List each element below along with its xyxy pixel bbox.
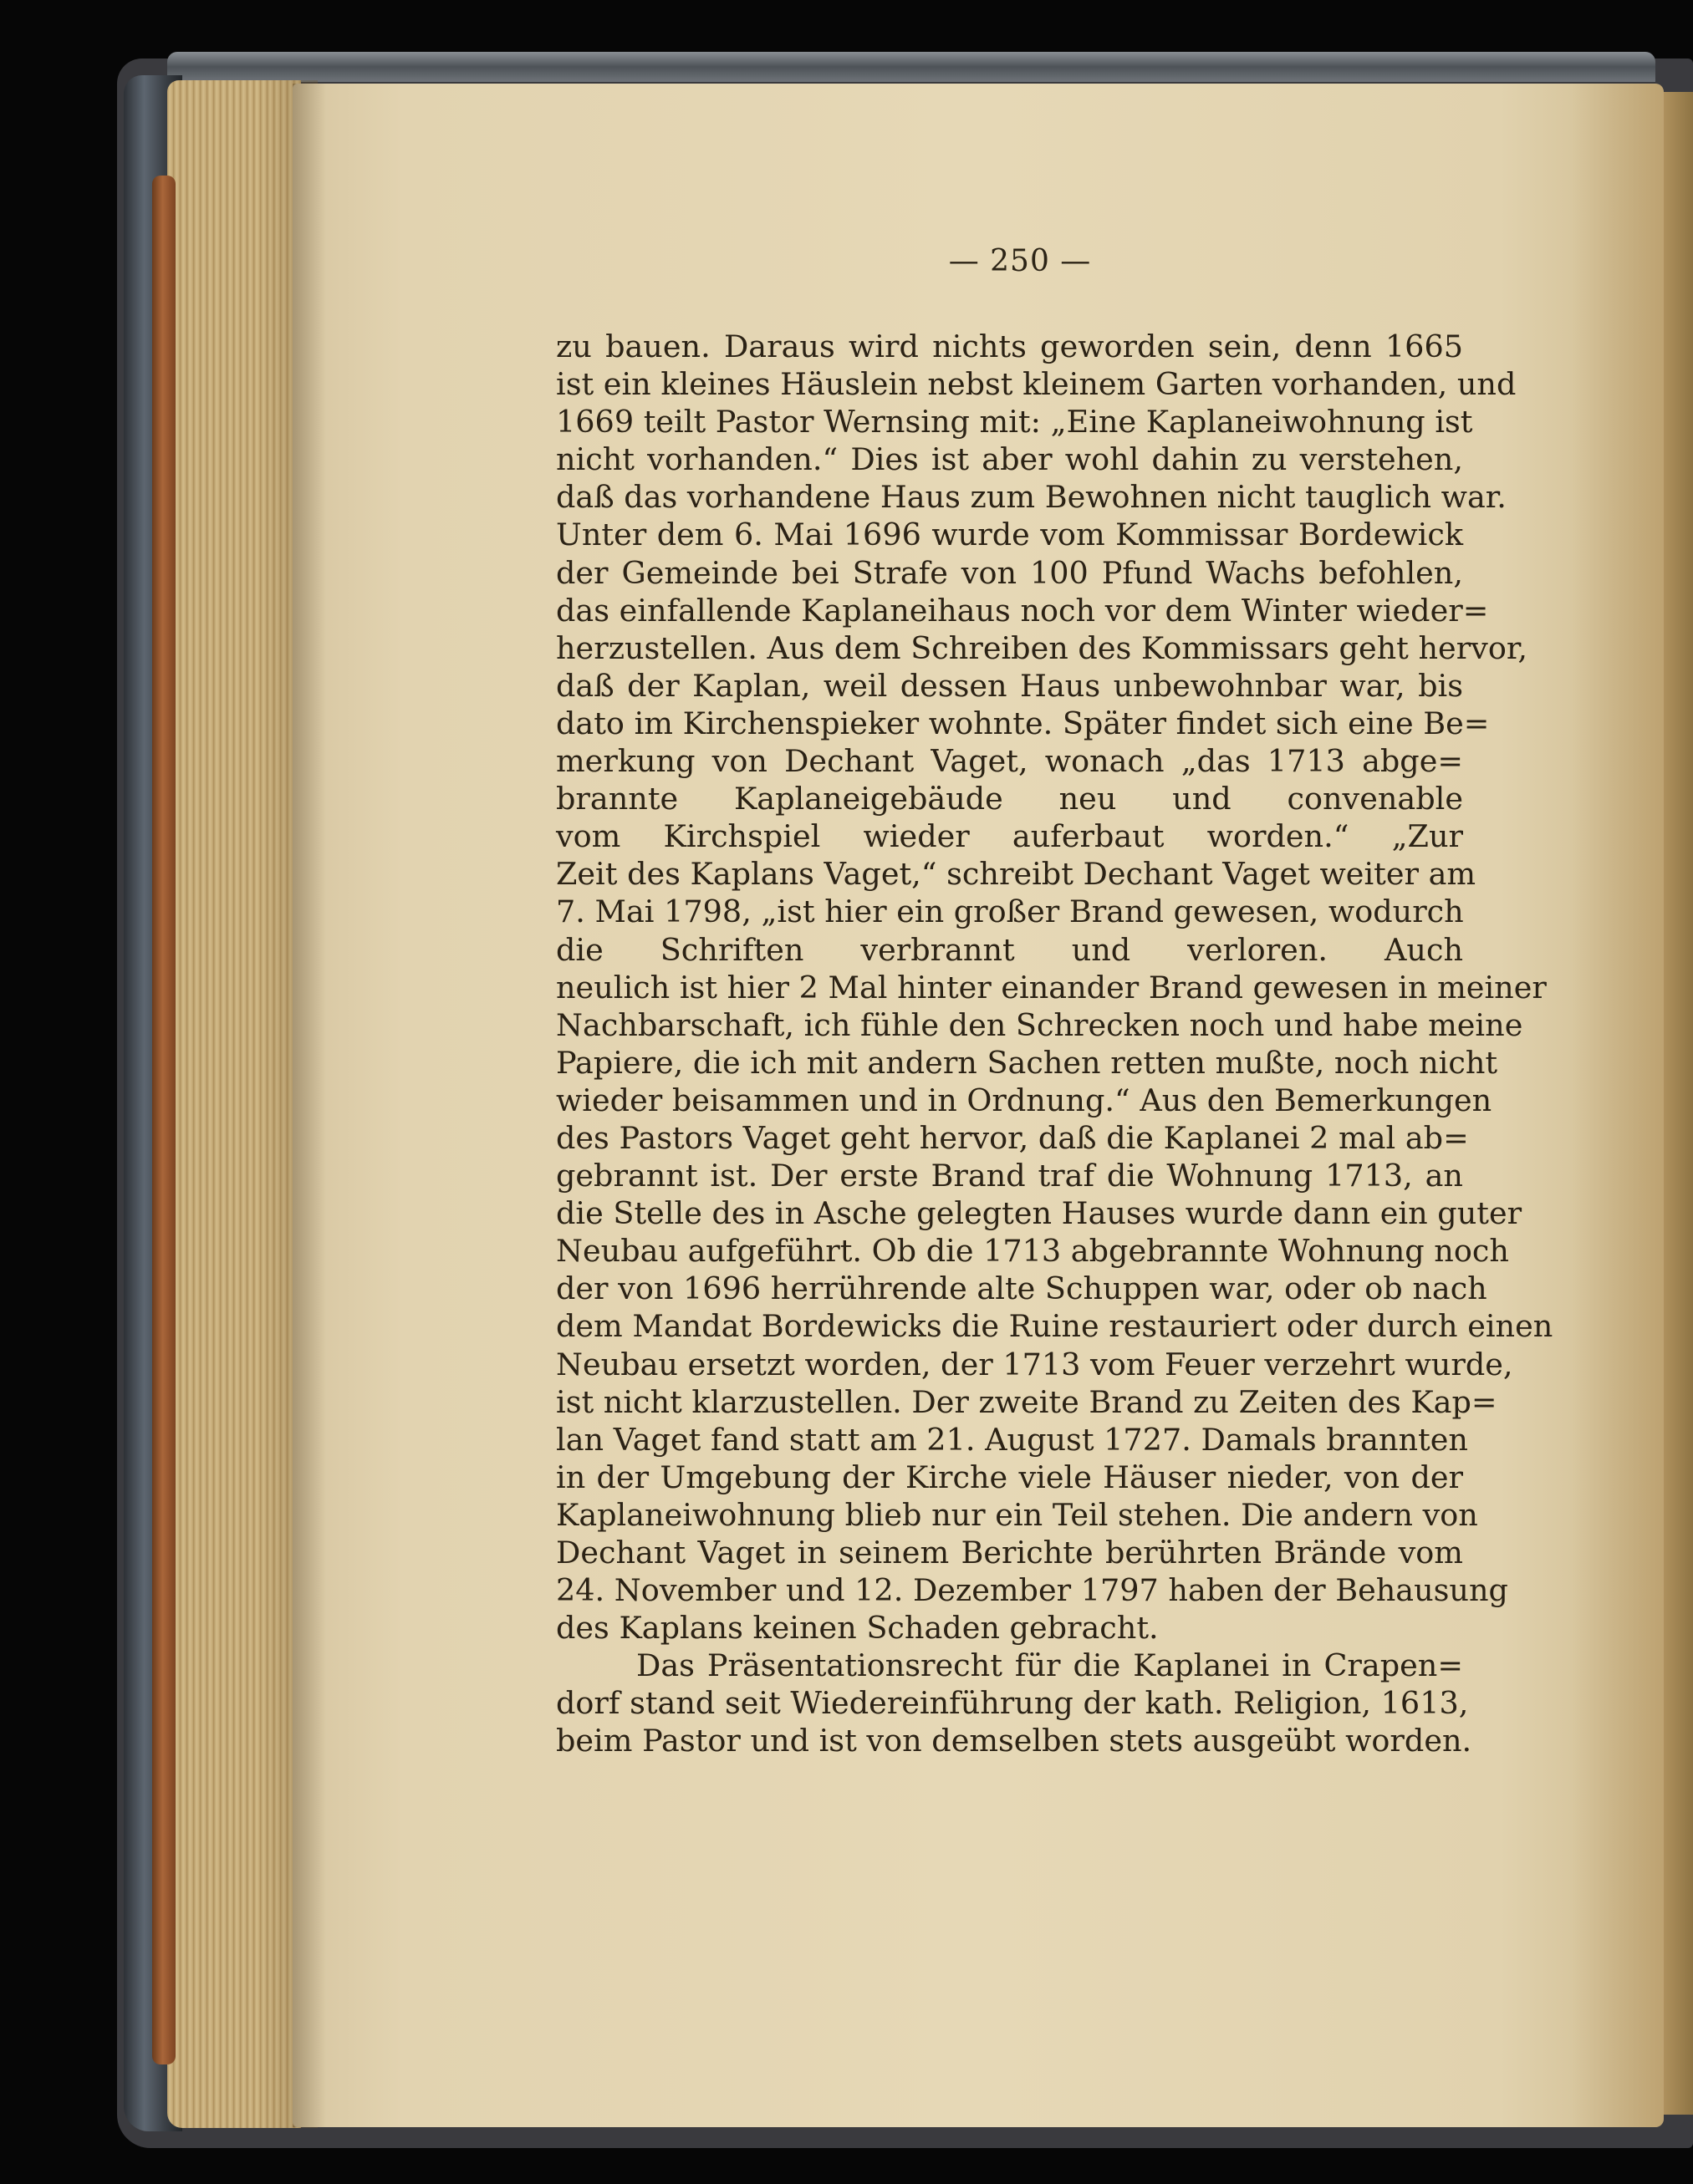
text-line: neulich ist hier 2 Mal hinter einander Brand gewesen in meiner	[556, 969, 1547, 1005]
text-line: daß das vorhandene Haus zum Bewohnen nicht tauglich war.	[556, 479, 1507, 516]
text-line: die Stelle des in Asche gelegten Hauses wurde dann ein guter	[556, 1195, 1522, 1232]
text-line: der Gemeinde bei Strafe von 100 Pfund Wachs befohlen,	[556, 554, 1463, 591]
text-line: dorf stand seit Wiedereinführung der kath. Religion, 1613,	[556, 1685, 1469, 1722]
text-line: Neubau ersetzt worden, der 1713 vom Feuer verzehrt wurde,	[556, 1346, 1513, 1382]
text-line: gebrannt ist. Der erste Brand traf die Wohnung 1713, an	[556, 1158, 1463, 1194]
text-line: Das Präsentationsrecht für die Kaplanei in Crapen=	[636, 1647, 1463, 1684]
gutter-shadow	[293, 84, 326, 2127]
text-line: nicht vorhanden.“ Dies ist aber wohl dahin zu verstehen,	[556, 441, 1463, 478]
text-line: 1669 teilt Pastor Wernsing mit: „Eine Kaplaneiwohnung ist	[556, 404, 1473, 440]
text-line: das einfallende Kaplaneihaus noch vor dem Winter wieder=	[556, 592, 1489, 629]
text-line: ist ein kleines Häuslein nebst kleinem Garten vorhanden, und	[556, 366, 1517, 403]
page-number: — 250 —	[948, 244, 1092, 278]
text-line: herzustellen. Aus dem Schreiben des Kommissars geht hervor,	[556, 629, 1527, 666]
text-line: 7. Mai 1798, „ist hier ein großer Brand gewesen, wodurch	[556, 893, 1464, 930]
text-line: Dechant Vaget in seinem Berichte berührten Brände vom	[556, 1535, 1463, 1571]
text-line: ist nicht klarzustellen. Der zweite Brand zu Zeiten des Kap=	[556, 1383, 1497, 1420]
cover-top-edge	[167, 52, 1655, 82]
text-line: dem Mandat Bordewicks die Ruine restauriert oder durch einen	[556, 1308, 1553, 1345]
text-line: der von 1696 herrührende alte Schuppen war, oder ob nach	[556, 1270, 1487, 1307]
text-line: Neubau aufgeführt. Ob die 1713 abgebrannte Wohnung noch	[556, 1233, 1509, 1270]
text-line: des Kaplans keinen Schaden gebracht.	[556, 1610, 1159, 1647]
text-line: merkung von Dechant Vaget, wonach „das 1713 abge=	[556, 743, 1463, 780]
text-line: 24. November und 12. Dezember 1797 haben der Behausung	[556, 1572, 1508, 1609]
text-line: die Schriften verbrannt und verloren. Auch	[556, 931, 1463, 968]
page-edge-foxing	[1572, 84, 1664, 2127]
text-line: Zeit des Kaplans Vaget,“ schreibt Dechant Vaget weiter am	[556, 856, 1476, 893]
text-line: Kaplaneiwohnung blieb nur ein Teil stehen. Die andern von	[556, 1496, 1478, 1533]
page-body-text	[556, 328, 1553, 1760]
text-line: beim Pastor und ist von demselben stets ausgeübt worden.	[556, 1723, 1472, 1759]
right-page-edges	[1660, 92, 1693, 2115]
text-line: Nachbarschaft, ich fühle den Schrecken noch und habe meine	[556, 1006, 1523, 1043]
leather-binding-strip	[152, 176, 176, 2064]
text-line: dato im Kirchenspieker wohnte. Später findet sich eine Be=	[556, 705, 1490, 741]
text-line: zu bauen. Daraus wird nichts geworden sein, denn 1665	[556, 328, 1463, 364]
text-line: Unter dem 6. Mai 1696 wurde vom Kommissar Bordewick	[556, 517, 1463, 553]
text-line: des Pastors Vaget geht hervor, daß die Kaplanei 2 mal ab=	[556, 1119, 1469, 1156]
text-line: in der Umgebung der Kirche viele Häuser nieder, von der	[556, 1459, 1463, 1495]
text-line: lan Vaget fand statt am 21. August 1727. Damals brannten	[556, 1421, 1468, 1458]
text-line: Papiere, die ich mit andern Sachen retten mußte, noch nicht	[556, 1044, 1498, 1081]
text-line: vom Kirchspiel wieder auferbaut worden.“ „Zur	[556, 818, 1463, 855]
text-line: daß der Kaplan, weil dessen Haus unbewohnbar war, bis	[556, 667, 1463, 704]
text-line: wieder beisammen und in Ordnung.“ Aus den Bemerkungen	[556, 1082, 1492, 1118]
text-line: brannte Kaplaneigebäude neu und convenable	[556, 781, 1463, 817]
